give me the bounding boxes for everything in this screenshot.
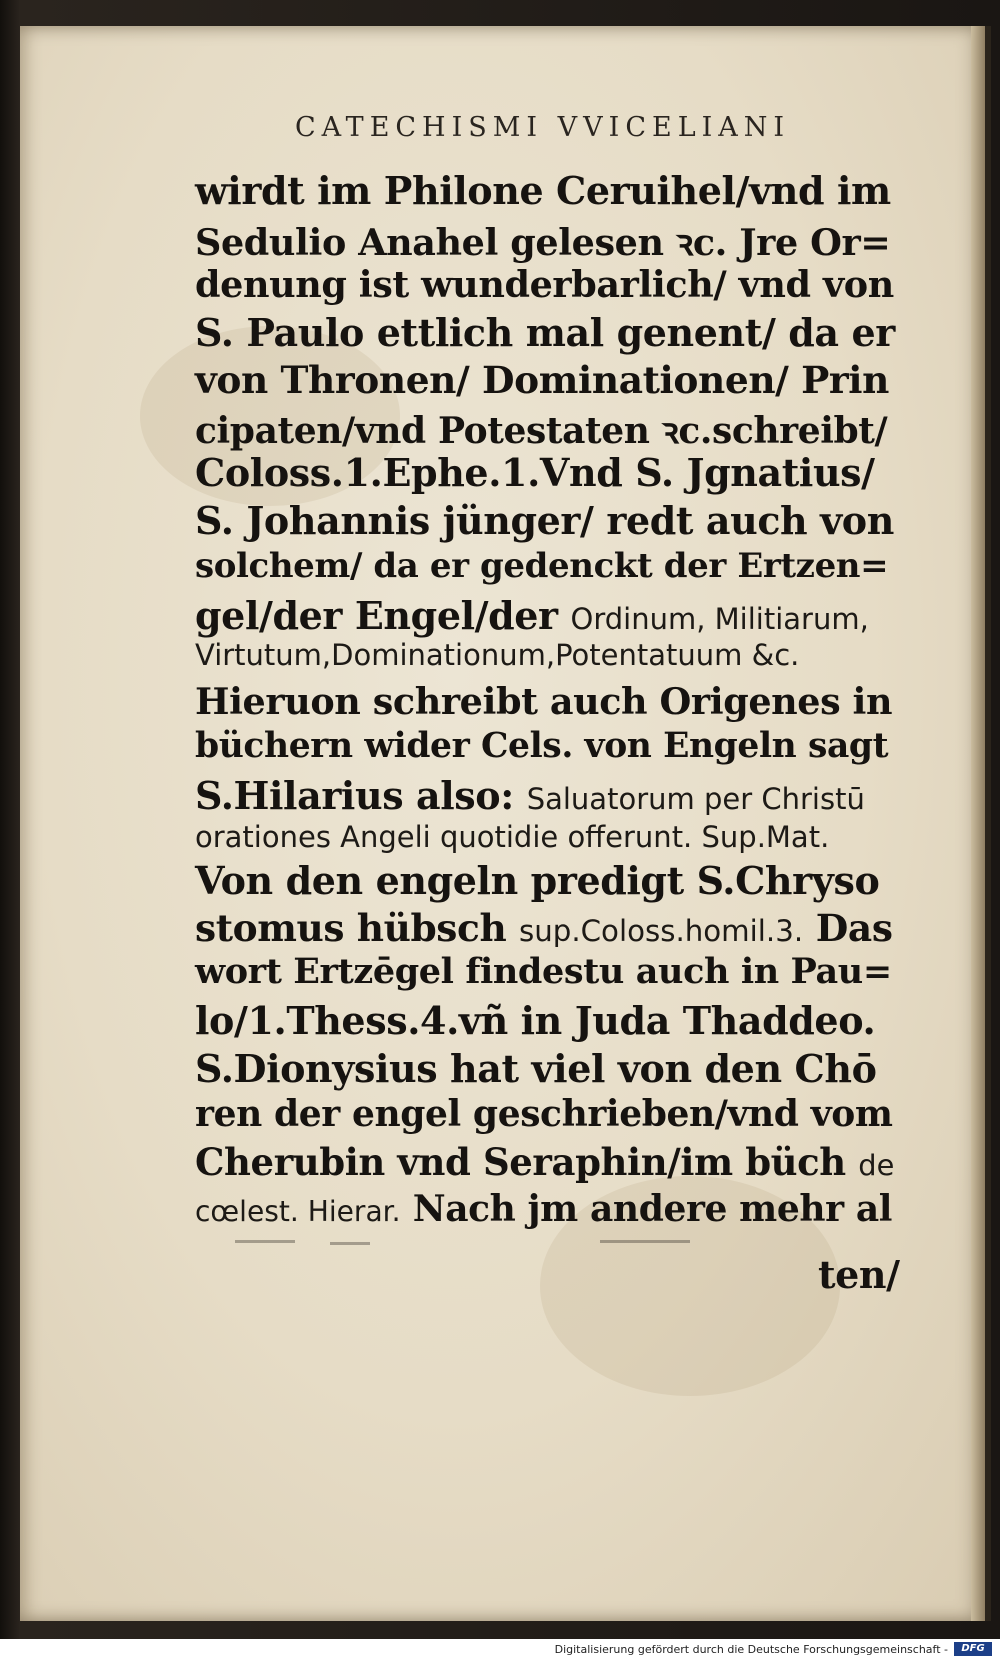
text-line (195, 951, 890, 992)
text-line (195, 405, 890, 454)
text-line (195, 310, 895, 355)
text-line (195, 680, 893, 723)
fraktur-text: ren der engel geschrieben/vnd vom (195, 1093, 893, 1135)
fraktur-text: Von den engeln predigt S.Chryso (195, 858, 880, 903)
text-line (195, 638, 890, 672)
ink-smudge (235, 1240, 295, 1243)
fraktur-text: S. Paulo ettlich mal genent/ da er (195, 310, 895, 355)
fraktur-text: wort Ertzēgel findestu auch in Pau= (195, 951, 892, 992)
fraktur-text: cipaten/vnd Potestaten ꝛc.schreibt/ (195, 410, 888, 452)
fraktur-text: stomus hübsch (195, 906, 519, 950)
text-line (195, 168, 890, 213)
fraktur-text: denung ist wunderbarlich/ vnd von (195, 263, 894, 306)
text-line (195, 1046, 890, 1091)
fraktur-text: von Thronen/ Dominationen/ Prin (195, 358, 890, 402)
roman-text: sup.Coloss.homil.3. (518, 914, 804, 948)
text-line (195, 998, 890, 1043)
text-line (195, 820, 890, 854)
fraktur-text: S.Hilarius also: (195, 773, 527, 818)
roman-text: cœlest. Hierar. (195, 1195, 401, 1228)
roman-text: Virtutum,Dominationum,Potentatuum &c. (195, 638, 800, 672)
fraktur-text: lo/1.Thess.4.vñ in Juda Thaddeo. (195, 998, 876, 1043)
fraktur-text: S. Johannis jünger/ redt auch von (195, 498, 894, 543)
text-line (195, 450, 890, 495)
text-line (195, 906, 893, 950)
running-header: CATECHISMI VVICELIANI (295, 112, 791, 143)
fraktur-text: solchem/ da er gedenckt der Ertzen= (195, 546, 889, 586)
text-line (195, 546, 890, 586)
fraktur-text: Cherubin vnd Seraphin/im büch (195, 1140, 859, 1184)
text-line (195, 263, 894, 306)
dfg-logo: DFG (954, 1642, 992, 1656)
fraktur-text: Nach jm andere mehr al (400, 1188, 893, 1230)
text-line (195, 1093, 893, 1135)
text-line (195, 858, 890, 903)
text-line (195, 1140, 895, 1184)
roman-text: Ordinum, Militiarum, (570, 602, 869, 636)
fraktur-text: Coloss.1.Ephe.1.Vnd S. Jgnatius/ (195, 450, 875, 495)
text-line (195, 498, 894, 543)
text-line (195, 358, 890, 402)
text-line (195, 1188, 893, 1230)
text-line (195, 216, 890, 266)
fraktur-text: Hieruon schreibt auch Origenes in (195, 680, 893, 723)
fraktur-text: büchern wider Cels. von Engeln sagt (195, 726, 889, 766)
fraktur-text: Das (803, 906, 893, 950)
roman-text: orationes Angeli quotidie offerunt. Sup.Mat. (195, 820, 830, 854)
ink-smudge (600, 1240, 690, 1243)
ink-smudge (330, 1242, 370, 1245)
text-line (195, 726, 890, 766)
roman-text: de (858, 1148, 895, 1182)
fraktur-text: Sedulio Anahel gelesen ꝛc. Jre Or= (195, 221, 891, 264)
catchword: ten/ (818, 1252, 900, 1297)
fraktur-text: gel/der Engel/der (195, 593, 571, 638)
fraktur-text: S.Dionysius hat viel von den Chō (195, 1046, 877, 1091)
text-line (195, 593, 890, 638)
footer-credit: Digitalisierung gefördert durch die Deutsche Forschungsgemeinschaft - (554, 1643, 948, 1656)
fraktur-text: wirdt im Philone Ceruihel/vnd im (195, 168, 891, 213)
text-line (195, 773, 890, 818)
page-edge-shadow (971, 26, 985, 1621)
roman-text: Saluatorum per Christū (526, 782, 865, 816)
